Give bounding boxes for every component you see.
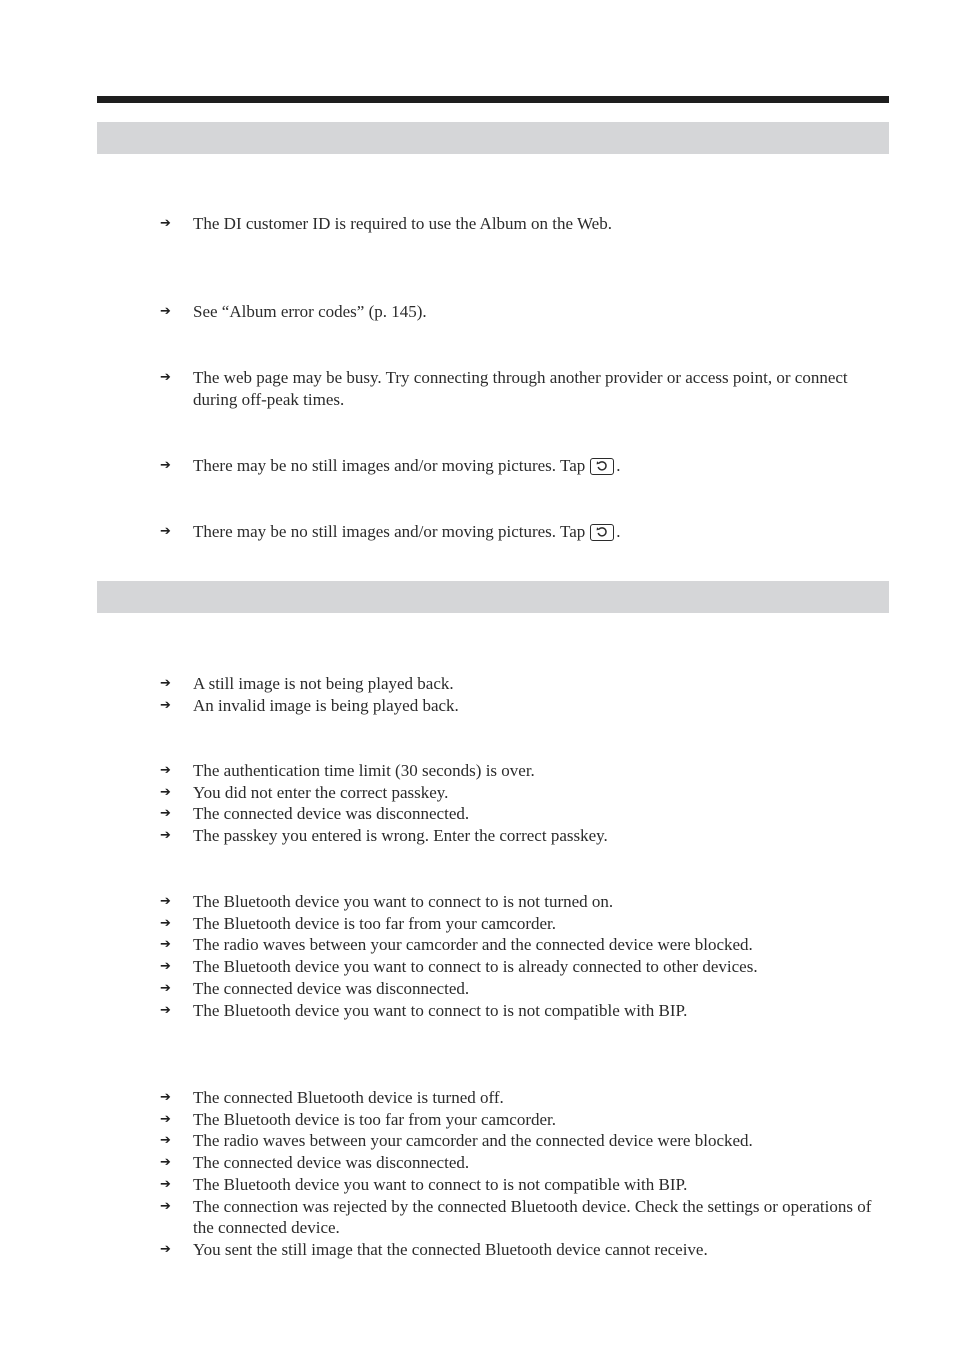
arrow-right-icon: ➔ <box>160 1002 171 1018</box>
return-icon <box>590 524 614 541</box>
entry-text: See “Album error codes” (p. 145). <box>193 302 427 321</box>
entry-item <box>160 956 890 978</box>
entry-item <box>160 367 890 410</box>
entry-text: The connected Bluetooth device is turned off. <box>193 1088 504 1107</box>
entry-text: The web page may be busy. Try connecting through another provider or access point, or connect during off-peak times. <box>193 368 848 409</box>
entry-text: The connected device was disconnected. <box>193 804 470 824</box>
section-header-band-album <box>97 122 889 154</box>
entry-text: The passkey you entered is wrong. Enter the correct passkey. <box>193 826 608 846</box>
entry-item <box>160 1000 890 1022</box>
arrow-right-icon: ➔ <box>160 1133 171 1149</box>
entry-item <box>160 978 890 1000</box>
entry-web-page-busy <box>160 367 890 410</box>
entry-text-after: . <box>616 522 621 541</box>
entry-item <box>160 934 890 956</box>
entry-item <box>160 521 890 543</box>
entry-text: The connected device was disconnected. <box>193 1153 470 1173</box>
entry-text: The Bluetooth device is too far from your camcorder. <box>193 1109 557 1129</box>
entry-text: The Bluetooth device is too far from your camcorder. <box>193 913 557 933</box>
arrow-right-icon: ➔ <box>160 1198 171 1214</box>
entry-text-after: . <box>616 456 621 475</box>
arrow-right-icon: ➔ <box>160 370 171 385</box>
entry-item <box>160 213 890 235</box>
arrow-right-icon: ➔ <box>160 524 171 539</box>
entry-item <box>160 825 890 847</box>
entry-item <box>160 673 890 695</box>
arrow-right-icon: ➔ <box>160 458 171 473</box>
entry-text: There may be no still images and/or moving pictures. Tap <box>193 456 586 475</box>
entry-text: The connected device was disconnected. <box>193 978 470 998</box>
entry-text: The DI customer ID is required to use the Album on the Web. <box>193 214 612 233</box>
entry-text: The Bluetooth device you want to connect to is not compatible with BIP. <box>193 1174 688 1194</box>
arrow-right-icon: ➔ <box>160 937 171 953</box>
entry-item <box>160 1130 890 1152</box>
entry-text: The authentication time limit (30 seconds) is over. <box>193 761 535 780</box>
arrow-right-icon: ➔ <box>160 959 171 975</box>
entry-item <box>160 1196 890 1239</box>
top-rule <box>97 96 889 103</box>
arrow-right-icon: ➔ <box>160 784 171 800</box>
entry-text: An invalid image is being played back. <box>193 695 459 715</box>
entry-item <box>160 695 890 717</box>
arrow-right-icon: ➔ <box>160 1155 171 1171</box>
arrow-right-icon: ➔ <box>160 806 171 822</box>
entry-still-image-playback <box>160 673 890 716</box>
section-header-band-bluetooth <box>97 581 889 613</box>
entry-album-error-codes <box>160 301 890 323</box>
entry-text: The radio waves between your camcorder and the connected device were blocked. <box>193 935 753 955</box>
entry-item <box>160 1087 890 1109</box>
entry-item <box>160 760 890 782</box>
entry-item <box>160 1239 890 1261</box>
entry-text: There may be no still images and/or moving pictures. Tap <box>193 522 586 541</box>
entry-text: You did not enter the correct passkey. <box>193 782 449 802</box>
entry-authentication <box>160 760 890 847</box>
arrow-right-icon: ➔ <box>160 1176 171 1192</box>
entry-no-images-2 <box>160 521 890 543</box>
arrow-right-icon: ➔ <box>160 894 171 909</box>
entry-customer-id <box>160 213 890 235</box>
entry-text: The Bluetooth device you want to connect to is already connected to other devices. <box>193 957 758 977</box>
return-icon <box>590 458 614 475</box>
entry-text: You sent the still image that the connected Bluetooth device cannot receive. <box>193 1239 708 1259</box>
arrow-right-icon: ➔ <box>160 763 171 778</box>
arrow-right-icon: ➔ <box>160 304 171 319</box>
arrow-right-icon: ➔ <box>160 676 171 691</box>
entry-item <box>160 1152 890 1174</box>
arrow-right-icon: ➔ <box>160 915 171 931</box>
entry-no-images-1 <box>160 455 890 477</box>
entry-item <box>160 891 890 913</box>
entry-item <box>160 782 890 804</box>
arrow-right-icon: ➔ <box>160 1241 171 1257</box>
entry-text: A still image is not being played back. <box>193 674 454 693</box>
arrow-right-icon: ➔ <box>160 1111 171 1127</box>
arrow-right-icon: ➔ <box>160 697 171 713</box>
arrow-right-icon: ➔ <box>160 828 171 844</box>
arrow-right-icon: ➔ <box>160 1090 171 1105</box>
entry-item <box>160 455 890 477</box>
entry-transfer-failed <box>160 1087 890 1261</box>
entry-text: The radio waves between your camcorder and the connected device were blocked. <box>193 1131 753 1151</box>
entry-connection-failed <box>160 891 890 1021</box>
entry-text: The Bluetooth device you want to connect to is not turned on. <box>193 892 614 911</box>
entry-item <box>160 913 890 935</box>
entry-item <box>160 1174 890 1196</box>
entry-item <box>160 803 890 825</box>
entry-item <box>160 1109 890 1131</box>
arrow-right-icon: ➔ <box>160 980 171 996</box>
entry-item <box>160 301 890 323</box>
entry-text: The connection was rejected by the connected Bluetooth device. Check the settings or operations of the connected device. <box>193 1196 872 1238</box>
entry-text: The Bluetooth device you want to connect to is not compatible with BIP. <box>193 1000 688 1020</box>
arrow-right-icon: ➔ <box>160 216 171 231</box>
